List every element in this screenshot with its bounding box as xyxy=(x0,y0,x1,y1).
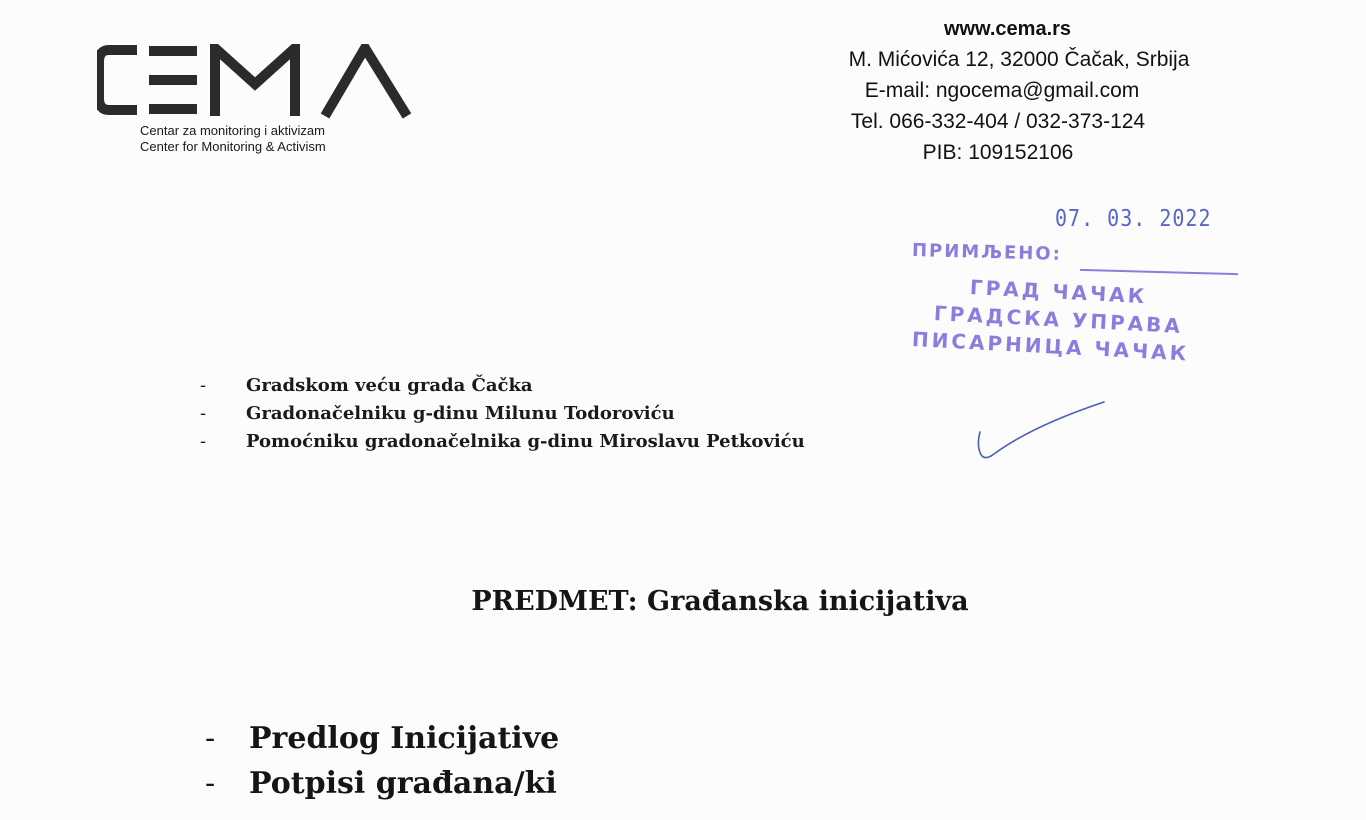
handwritten-check-mark xyxy=(972,398,1112,462)
recipient-text: Pomoćniku gradonačelnika g-dinu Miroslavu Petkoviću xyxy=(246,431,805,452)
recipient-list xyxy=(200,372,805,456)
contact-block xyxy=(760,14,1280,168)
website-link: www.cema.rs xyxy=(943,18,1072,40)
list-dash: - xyxy=(205,721,216,756)
recipient-item xyxy=(200,400,805,428)
email-line: E-mail: ngocema@gmail.com xyxy=(864,79,1140,102)
attachment-list xyxy=(205,716,559,806)
recipient-item xyxy=(200,372,805,400)
list-dash: - xyxy=(205,766,216,801)
attachment-text: Potpisi građana/ki xyxy=(249,766,557,801)
stamp-date: 07. 03. 2022 xyxy=(1055,204,1212,232)
stamp-line-administration: ГРАДСКА УПРАВА xyxy=(933,301,1184,339)
stamp-line-registry: ПИСАРНИЦА ЧАЧАК xyxy=(911,327,1190,366)
logo-subtitle-en: Center for Monitoring & Activism xyxy=(140,139,326,154)
cema-logo-mark xyxy=(97,44,442,124)
recipient-item xyxy=(200,428,805,456)
address-line: M. Mićovića 12, 32000 Čačak, Srbija xyxy=(848,48,1190,71)
recipient-text: Gradskom veću grada Čačka xyxy=(246,375,533,396)
attachment-item xyxy=(205,761,559,806)
list-dash: - xyxy=(200,403,207,424)
attachment-item xyxy=(205,716,559,761)
stamp-received-label: ПРИМЉЕНО: xyxy=(911,240,1063,265)
attachment-text: Predlog Inicijative xyxy=(249,721,560,756)
subject-heading: PREDMET: Građanska inicijativa xyxy=(471,586,969,617)
phone-line: Tel. 066-332-404 / 032-373-124 xyxy=(850,110,1146,133)
stamp-line-city: ГРАД ЧАЧАК xyxy=(969,275,1148,309)
pib-line: PIB: 109152106 xyxy=(922,141,1074,164)
list-dash: - xyxy=(200,431,207,452)
received-stamp xyxy=(911,240,1252,366)
list-dash: - xyxy=(200,375,207,396)
recipient-text: Gradonačelniku g-dinu Milunu Todoroviću xyxy=(246,403,675,424)
logo-subtitle-sr: Centar za monitoring i aktivizam xyxy=(140,123,325,138)
stamp-underline xyxy=(1080,269,1238,275)
